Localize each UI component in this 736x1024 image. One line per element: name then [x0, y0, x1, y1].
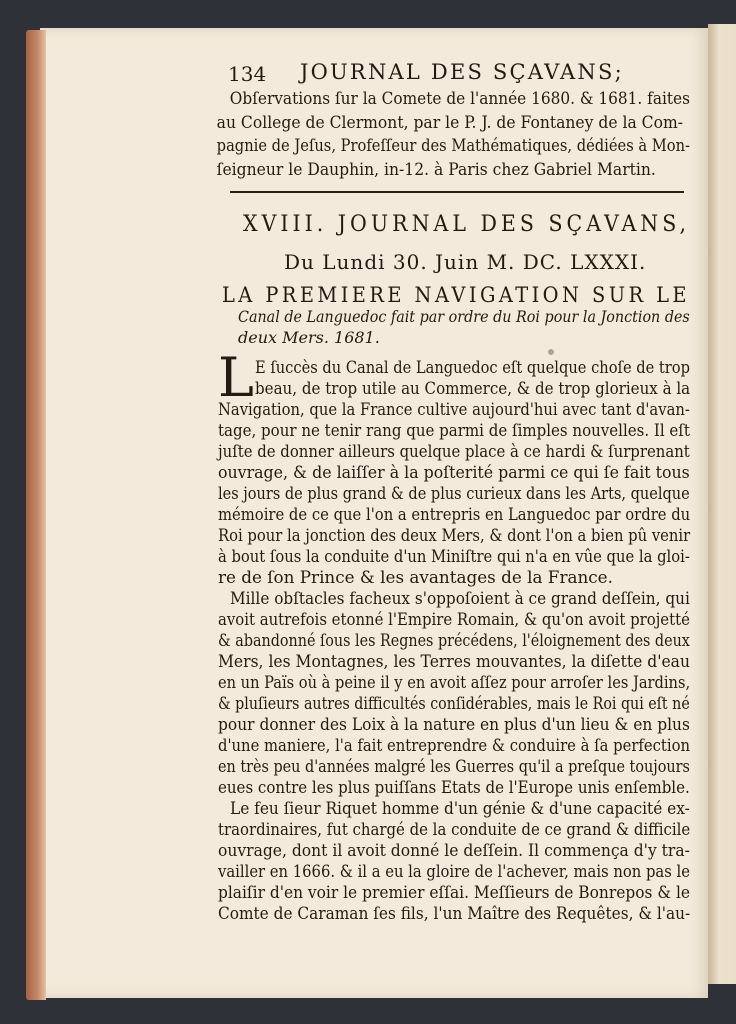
page-edge-stack	[26, 30, 46, 1000]
body-line: les jours de plus grand & de plus curieux dans les Arts, quelque	[218, 483, 690, 503]
body-line: ouvrage, dont il avoit donné le deſſein. Il commença d'y tra-	[218, 840, 690, 860]
ink-spot	[548, 349, 554, 355]
body-line: & pluſieurs autres difficultés conſidérables, mais le Roi qui eſt né	[218, 693, 690, 713]
section-divider	[230, 191, 684, 193]
body-line: à bout ſous la conduite d'un Miniſtre qui n'a en vûe que la gloi-	[218, 546, 690, 566]
body-line: mémoire de ce que l'on a entrepris en Languedoc par ordre du	[218, 504, 691, 524]
article-subtitle-line: deux Mers. 1681.	[238, 328, 380, 347]
previous-entry-line: Obſervations ſur la Comete de l'année 1680. & 1681. faites	[229, 89, 690, 108]
body-line: tage, pour ne tenir rang que parmi de ſimples nouvelles. Il eſt	[218, 420, 690, 440]
body-line: ouvrage, & de laiſſer à la poſterité parmi ce qui ſe fait tous	[218, 462, 690, 482]
body-line: avoit autrefois etonné l'Empire Romain, & qu'on avoit projetté	[218, 609, 690, 629]
body-line: pour donner des Loix à la nature en plus d'un lieu & en plus	[218, 714, 690, 734]
body-line: Mille obſtacles facheux s'oppoſoient à ce grand deſſein, qui	[230, 588, 690, 608]
facing-page-edge	[708, 24, 736, 984]
body-line: Navigation, que la France cultive aujourd'hui avec tant d'avan-	[218, 399, 690, 419]
issue-title: XVIII. JOURNAL DES SÇAVANS,	[243, 212, 691, 237]
issue-date: Du Lundi 30. Juin M. DC. LXXXI.	[284, 250, 647, 274]
body-line: d'une maniere, l'a fait entreprendre & conduire à ſa perfection	[218, 735, 691, 755]
article-subtitle-line: Canal de Languedoc fait par ordre du Roi pour la Jonction des	[238, 307, 690, 326]
body-line: en très peu d'années malgré les Guerres qu'il a preſque toujours	[218, 756, 690, 776]
body-line: en un Païs où à peine il y en avoit aſſez pour arroſer les Jardins,	[218, 672, 691, 692]
body-line: eues contre les plus puiſſans Etats de l'Europe unis enſemble.	[218, 777, 690, 797]
body-line: Comte de Caraman ſes fils, l'un Maître des Requêtes, & l'au-	[218, 903, 691, 923]
body-line: E ſuccès du Canal de Languedoc eſt quelque choſe de trop	[255, 357, 690, 377]
body-line: beau, de trop utile au Commerce, & de trop glorieux à la	[255, 378, 691, 398]
body-line: plaiſir d'en voir le premier eſſai. Meſſieurs de Bonrepos & le	[218, 882, 691, 902]
previous-entry-line: au College de Clermont, par le P. J. de Fontaney de la Com-	[216, 112, 683, 132]
page-number: 134	[228, 62, 267, 86]
previous-entry-line: pagnie de Jeſus, Profeſſeur des Mathématiques, dédiées à Mon-	[216, 136, 691, 155]
body-line: Mers, les Montagnes, les Terres mouvantes, la diſette d'eau	[218, 651, 690, 671]
body-line: traordinaires, fut chargé de la conduite de ce grand & difficile	[218, 819, 691, 839]
body-line: re de ſon Prince & les avantages de la France.	[218, 567, 613, 587]
article-title: LA PREMIERE NAVIGATION SUR LE	[222, 283, 690, 307]
body-line: & abandonné ſous les Regnes précédens, l'éloignement des deux	[218, 630, 690, 650]
body-line: Roi pour la jonction des deux Mers, & dont l'on a bien pû venir	[218, 525, 691, 545]
body-line: vailler en 1666. & il a eu la gloire de l'achever, mais non pas le	[218, 861, 690, 881]
previous-entry-line: ſeigneur le Dauphin, in-12. à Paris chez Gabriel Martin.	[216, 159, 656, 179]
running-head: JOURNAL DES SÇAVANS;	[300, 60, 624, 84]
drop-cap: L	[218, 346, 254, 409]
body-line: Le feu ſieur Riquet homme d'un génie & d'une capacité ex-	[230, 798, 690, 818]
body-line: juſte de donner ailleurs quelque place à ce hardi & ſurprenant	[218, 441, 690, 461]
